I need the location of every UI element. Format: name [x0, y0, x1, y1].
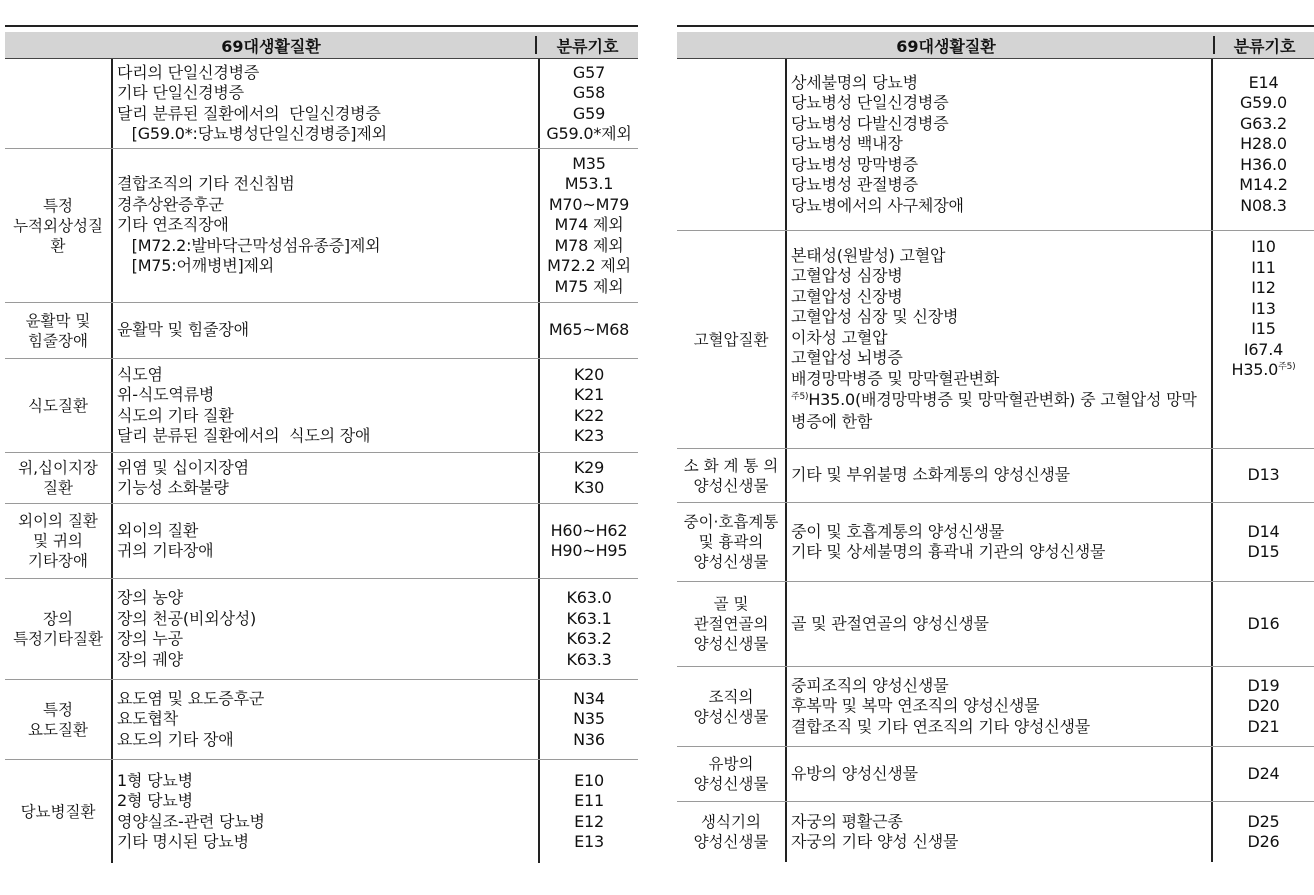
disease-item: 자궁의 기타 양성 신생물 — [791, 832, 959, 851]
footnote-mark: 주5) — [1278, 362, 1296, 372]
disease-item: 귀의 기타장애 — [117, 541, 214, 560]
disease-item: 식도의 기타 질환 — [117, 405, 234, 425]
code-item: G58 — [572, 83, 606, 102]
code-item: G63.2 — [1239, 113, 1288, 133]
table-top-rule — [677, 25, 1314, 27]
code-item: D20 — [1247, 696, 1280, 716]
disease-item: 결합조직 및 기타 연조직의 기타 양성신생물 — [791, 716, 1091, 736]
code-item: I12 — [1251, 278, 1276, 297]
disease-item: 골 및 관절연골의 양성신생물 — [791, 613, 989, 633]
code-item: M35 — [572, 153, 606, 173]
disease-item: 기타 및 부위불명 소화계통의 양성신생물 — [791, 465, 1070, 485]
disease-item: 당뇨병성 망막병증 — [791, 154, 918, 174]
disease-list — [111, 303, 538, 358]
disease-item: 고혈압성 심장병 — [791, 266, 903, 286]
code-list — [1211, 503, 1314, 581]
disease-item: 당뇨병성 관절병증 — [791, 175, 918, 195]
table-row — [5, 359, 638, 453]
code-item: G59 — [572, 103, 606, 123]
disease-list — [111, 579, 538, 679]
disease-list — [111, 680, 538, 759]
table-row — [677, 747, 1314, 802]
code-item: K30 — [573, 478, 605, 497]
code-item: I13 — [1251, 298, 1276, 318]
header-classification-code: 분류기호 — [1233, 36, 1296, 56]
disease-item: 상세불명의 당뇨병 — [791, 72, 918, 92]
disease-list — [785, 59, 1211, 230]
disease-item: 외이의 질환 — [117, 520, 199, 540]
category-cell: 특정 요도질환 — [28, 700, 88, 739]
code-item: D25 — [1247, 811, 1280, 831]
disease-list — [785, 231, 1211, 448]
code-list — [1211, 231, 1314, 448]
disease-item: 고혈압성 뇌병증 — [791, 348, 903, 368]
code-item: K20 — [573, 364, 605, 384]
disease-item: 영양실조-관련 당뇨병 — [117, 811, 265, 831]
code-item: K63.3 — [566, 649, 612, 669]
right-disease-table — [677, 25, 1314, 862]
disease-item: 요도협착 — [117, 709, 179, 729]
code-item: H60~H62 — [550, 520, 628, 540]
code-item: M65~M68 — [548, 320, 630, 340]
disease-item: 고혈압성 심장 및 신장병 — [791, 307, 959, 327]
table-row — [5, 504, 638, 579]
disease-item: 당뇨병에서의 사구체장애 — [791, 195, 964, 215]
disease-item: 달리 분류된 질환에서의 단일신경병증 — [117, 103, 381, 123]
code-item: G57 — [572, 62, 606, 82]
disease-item: 장의 천공(비외상성) — [117, 608, 257, 628]
code-list — [1211, 667, 1314, 746]
table-row — [5, 760, 638, 863]
code-list — [538, 680, 638, 759]
code-item: N35 — [573, 709, 605, 729]
category-cell: 특정 누적외상성질 환 — [13, 196, 103, 255]
disease-item: 위-식도역류병 — [117, 385, 215, 404]
code-list — [538, 579, 638, 679]
table-row — [5, 303, 638, 359]
code-list — [1211, 582, 1314, 666]
table-row — [5, 59, 638, 149]
code-item: H36.0 — [1240, 154, 1287, 174]
disease-item: 기능성 소화불량 — [117, 478, 229, 497]
category-cell: 고혈압질환 — [693, 330, 769, 349]
table-row — [5, 680, 638, 760]
disease-item: 위염 및 십이지장염 — [117, 457, 249, 477]
category-cell: 위,십이지장 질환 — [18, 459, 98, 497]
table-header — [5, 32, 638, 58]
header-disease-name: 69대생활질환 — [677, 32, 1215, 58]
code-list — [1211, 747, 1314, 801]
disease-item: 당뇨병성 다발신경병증 — [791, 113, 949, 133]
code-item: H90~H95 — [550, 541, 628, 560]
disease-list — [785, 667, 1211, 746]
disease-item: 자궁의 평활근종 — [791, 811, 903, 831]
code-value: H35.0 — [1231, 360, 1279, 379]
code-item: M74 제외 — [554, 215, 624, 235]
code-list — [538, 303, 638, 358]
disease-item: 유방의 양성신생물 — [791, 763, 918, 783]
code-item: E11 — [574, 791, 604, 810]
code-item: N08.3 — [1240, 195, 1287, 215]
disease-item: 요도의 기타 장애 — [117, 729, 234, 749]
footnote — [791, 389, 1211, 433]
disease-item: 다리의 단일신경병증 — [117, 62, 260, 82]
category-cell — [5, 59, 111, 148]
code-item: N34 — [573, 688, 605, 708]
code-item: D24 — [1247, 763, 1280, 783]
code-list — [538, 59, 638, 148]
disease-list — [111, 359, 538, 452]
code-item: D21 — [1247, 716, 1280, 736]
footnote-text: H35.0(배경망막병증 및 망막혈관변화) 중 고혈압성 망막병증에 한함 — [791, 390, 1197, 432]
code-item: K23 — [573, 426, 605, 445]
code-item: K63.1 — [566, 608, 612, 628]
table-row — [677, 449, 1314, 503]
disease-item: [M72.2:발바닥근막성섬유종증]제외 — [117, 235, 381, 255]
disease-item: 2형 당뇨병 — [117, 791, 193, 810]
code-item: K63.0 — [566, 588, 612, 607]
table-row — [677, 802, 1314, 862]
code-item: M14.2 — [1239, 175, 1288, 195]
disease-list — [111, 59, 538, 148]
disease-item: 결합조직의 기타 전신침범 — [117, 174, 295, 194]
table-row — [5, 149, 638, 303]
code-item: I11 — [1251, 257, 1276, 277]
code-item: D13 — [1247, 465, 1280, 485]
code-item: M70~M79 — [548, 194, 630, 214]
code-item — [1231, 360, 1295, 381]
code-list — [538, 149, 638, 302]
disease-item: 본태성(원발성) 고혈압 — [791, 245, 946, 265]
table-row — [677, 59, 1314, 231]
code-item: G59.0*제외 — [546, 124, 632, 143]
category-cell: 유방의 양성신생물 — [693, 755, 769, 793]
disease-item: 기타 및 상세불명의 흉곽내 기관의 양성신생물 — [791, 542, 1106, 561]
code-item: G59.0 — [1239, 93, 1288, 113]
disease-item: 장의 궤양 — [117, 649, 183, 669]
code-item: I15 — [1251, 319, 1276, 338]
footnote-mark: 주5) — [791, 392, 809, 403]
category-cell: 조직의 양성신생물 — [693, 687, 769, 726]
disease-list — [785, 802, 1211, 862]
code-list — [538, 760, 638, 863]
code-list — [538, 453, 638, 503]
code-item: M72.2 제외 — [547, 256, 631, 276]
category-cell: 외이의 질환 및 귀의 기타장애 — [18, 512, 98, 570]
category-cell: 소 화 계 통 의 양성신생물 — [683, 456, 779, 495]
code-item: M53.1 — [564, 174, 614, 194]
header-classification-code: 분류기호 — [556, 36, 619, 56]
disease-item: 기타 명시된 당뇨병 — [117, 832, 249, 851]
code-item: D14 — [1247, 521, 1280, 541]
code-item: N36 — [573, 729, 605, 749]
table-row — [677, 667, 1314, 747]
disease-item: 이차성 고혈압 — [791, 327, 888, 347]
disease-item: 장의 누공 — [117, 629, 183, 648]
category-cell: 생식기의 양성신생물 — [693, 813, 769, 851]
code-item: M75 제외 — [554, 276, 624, 296]
disease-item: 식도염 — [117, 364, 163, 384]
disease-item: 중이 및 호흡계통의 양성신생물 — [791, 521, 1004, 541]
disease-list — [111, 453, 538, 503]
disease-item: 배경망막병증 및 망막혈관변화 — [791, 368, 1000, 388]
left-disease-table — [5, 25, 638, 863]
table-row — [677, 582, 1314, 667]
disease-item: 1형 당뇨병 — [117, 770, 193, 790]
disease-item: [G59.0*:당뇨병성단일신경병증]제외 — [117, 124, 387, 143]
code-list — [538, 359, 638, 452]
category-cell: 당뇨병질환 — [20, 802, 96, 821]
disease-item: 기타 단일신경병증 — [117, 83, 244, 102]
disease-list — [785, 503, 1211, 581]
disease-list — [785, 449, 1211, 502]
table-row — [5, 453, 638, 504]
code-item: K22 — [573, 405, 605, 425]
disease-list — [111, 149, 538, 302]
disease-item: 달리 분류된 질환에서의 식도의 장애 — [117, 426, 371, 445]
code-item: K21 — [573, 385, 605, 404]
disease-item: 후복막 및 복막 연조직의 양성신생물 — [791, 696, 1040, 716]
table-row — [677, 231, 1314, 449]
code-item: D15 — [1247, 542, 1280, 561]
code-item: D26 — [1247, 832, 1280, 851]
code-item: M78 제외 — [554, 235, 624, 255]
disease-item: 경추상완증후군 — [117, 194, 224, 214]
disease-item: 중피조직의 양성신생물 — [791, 675, 949, 695]
category-cell: 윤활막 및 힘줄장애 — [25, 311, 91, 350]
code-item: I10 — [1251, 237, 1276, 256]
disease-item: 당뇨병성 단일신경병증 — [791, 93, 949, 113]
code-list — [538, 504, 638, 578]
disease-item: 고혈압성 신장병 — [791, 286, 903, 306]
code-item: E14 — [1248, 72, 1279, 92]
table-row — [5, 579, 638, 680]
table-row — [677, 503, 1314, 582]
code-list — [1211, 802, 1314, 862]
disease-item: 윤활막 및 힘줄장애 — [117, 320, 249, 340]
code-item: D19 — [1247, 675, 1280, 695]
code-item: K29 — [573, 457, 605, 477]
category-cell: 장의 특정기타질환 — [13, 610, 103, 648]
code-item: E13 — [574, 832, 604, 851]
category-cell: 골 및 관절연골의 양성신생물 — [693, 595, 769, 653]
code-item: I67.4 — [1243, 339, 1284, 359]
code-list — [1211, 449, 1314, 502]
header-disease-name: 69대생활질환 — [5, 32, 537, 58]
disease-list — [111, 504, 538, 578]
category-cell: 식도질환 — [28, 396, 88, 415]
disease-item: 장의 농양 — [117, 588, 183, 607]
table-header — [677, 32, 1314, 58]
disease-list — [785, 582, 1211, 666]
disease-list — [111, 760, 538, 863]
disease-item: 당뇨병성 백내장 — [791, 134, 903, 154]
category-cell — [677, 59, 785, 230]
disease-item: [M75:어깨병변]제외 — [117, 256, 275, 276]
disease-item: 요도염 및 요도증후군 — [117, 688, 265, 708]
code-item: H28.0 — [1240, 134, 1287, 154]
disease-list — [785, 747, 1211, 801]
code-item: E10 — [574, 770, 604, 790]
code-item: D16 — [1247, 613, 1280, 633]
code-item: E12 — [574, 811, 604, 831]
code-item: K63.2 — [566, 629, 612, 648]
code-list — [1211, 59, 1314, 230]
category-cell: 중이·호흡계통 및 흉곽의 양성신생물 — [683, 513, 779, 571]
disease-item: 기타 연조직장애 — [117, 215, 229, 235]
table-top-rule — [5, 25, 638, 27]
